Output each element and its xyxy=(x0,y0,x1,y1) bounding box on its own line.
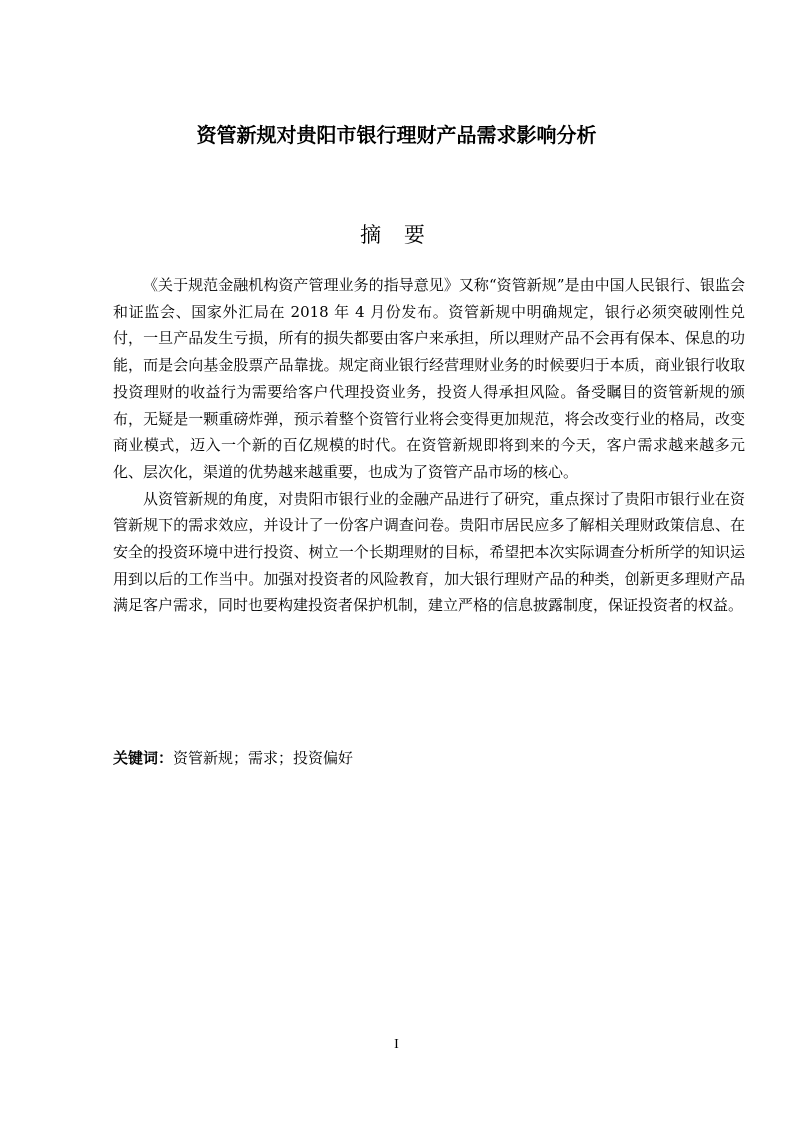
abstract-heading: 摘 要 xyxy=(360,223,433,247)
paper-title: 资管新规对贵阳市银行理财产品需求影响分析 xyxy=(196,123,597,147)
abstract-paragraph-2: 从资管新规的角度，对贵阳市银行业的金融产品进行了研究，重点探讨了贵阳市银行业在资管新规下的需求效应，并设计了一份客户调查问卷。贵阳市居民应多了解相关理财政策信息、在安全的投资环境中进行投资、树立一个长期理财的目标，希望把本次实际调查分析所学的知识运用到以后的工作当中。加强对投资者的风险教育，加大银行理财产品的种类，创新更多理财产品满足客户需求，同时也要构建投资者保护机制，建立严格的信息披露制度，保证投资者的权益。 xyxy=(113,489,745,615)
page-number: I xyxy=(394,1037,399,1052)
abstract-body xyxy=(113,272,745,619)
keywords-line xyxy=(113,745,745,771)
abstract-paragraph-1: 《关于规范金融机构资产管理业务的指导意见》又称“资管新规”是由中国人民银行、银监会和证监会、国家外汇局在 2018 年 4 月份发布。资管新规中明确规定，银行必须突破刚性兑付，一旦产品发生亏损，所有的损失都要由客户来承担，所以理财产品不会再有保本、保息的功能，而是会向基金股票产品靠拢。规定商业银行经营理财业务的时候要归于本质，商业银行收取投资理财的收益行为需要给客户代理投资业务，投资人得承担风险。备受瞩目的资管新规的颁布，无疑是一颗重磅炸弹，预示着整个资管行业将会变得更加规范，将会改变行业的格局，改变商业模式，迈入一个新的百亿规模的时代。在资管新规即将到来的今天，客户需求越来越多元化、层次化，渠道的优势越来越重要，也成为了资管产品市场的核心。 xyxy=(113,276,745,481)
keywords-label: 关键词： xyxy=(113,749,174,767)
keywords-text: 资管新规；需求；投资偏好 xyxy=(173,749,354,767)
